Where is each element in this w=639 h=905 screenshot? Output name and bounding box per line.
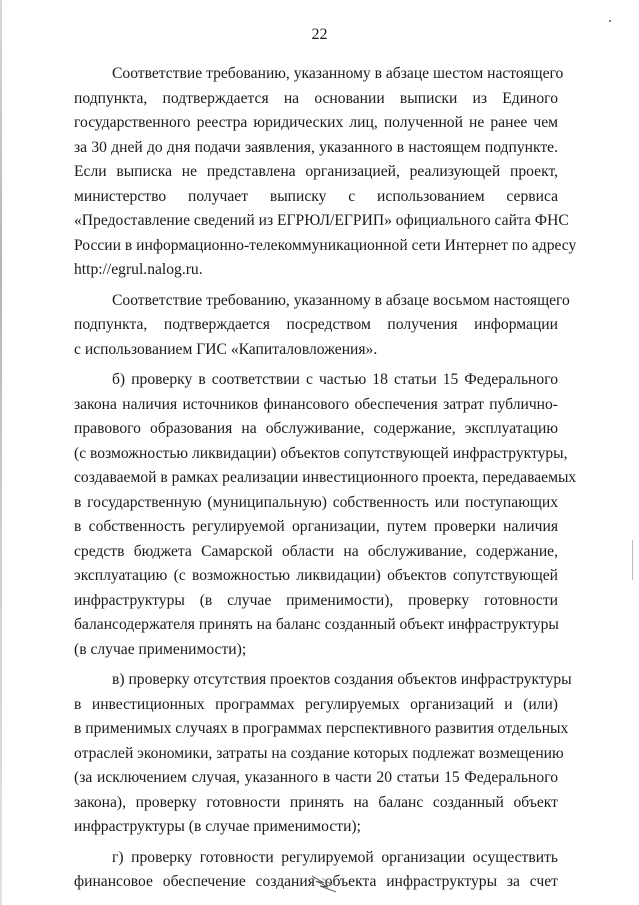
text-line: государственного реестра юридических лиц, полученной не ранее чем bbox=[74, 114, 558, 131]
text-line: в инвестиционных программах регулируемых организаций и (или) bbox=[74, 695, 558, 713]
text-line: закона), проверку готовности принять на баланс созданный объект bbox=[74, 793, 558, 811]
text-line: в собственность регулируемой организации, путем проверки наличия bbox=[74, 518, 558, 535]
paragraph bbox=[74, 368, 577, 662]
text-line: подпункта, подтверждается на основании выписки из Единого bbox=[74, 89, 558, 107]
scan-speck bbox=[609, 20, 611, 22]
text-line: http://egrul.nalog.ru. bbox=[74, 261, 203, 278]
text-line: средств бюджета Самарской области на обслуживание, содержание, bbox=[74, 542, 558, 560]
page-number: 22 bbox=[311, 26, 328, 43]
text-line: в) проверку отсутствия проектов создания объектов инфраструктуры bbox=[112, 671, 572, 688]
text-line: г) проверку готовности регулируемой организации осуществить bbox=[112, 848, 558, 866]
text-line: (за исключением случая, указанного в части 20 статьи 15 Федерального bbox=[74, 769, 558, 786]
paragraph bbox=[74, 289, 570, 363]
text-line: в применимых случаях в программах перспективного развития отдельных bbox=[74, 720, 569, 737]
text-line: в государственную (муниципальную) собственность или поступающих bbox=[74, 493, 558, 511]
text-line: балансодержателя принять на баланс созданный объект инфраструктуры bbox=[74, 616, 559, 633]
text-line: за 30 дней до дня подачи заявления, указанного в настоящем подпункте. bbox=[74, 138, 558, 156]
text-line: финансовое обеспечение создания объекта инфраструктуры за счет bbox=[74, 873, 558, 890]
paragraph bbox=[74, 668, 572, 840]
signature-mark-icon bbox=[310, 872, 340, 894]
text-line: создаваемой в рамках реализации инвестиционного проекта, передаваемых bbox=[74, 469, 577, 486]
text-line: эксплуатацию (с возможностью ликвидации) объектов сопутствующей bbox=[74, 567, 558, 584]
text-line: «Предоставление сведений из ЕГРЮЛ/ЕГРИП» официального сайта ФНС bbox=[74, 212, 569, 229]
text-line: Если выписка не представлена организацией, реализующей проект, bbox=[74, 163, 558, 180]
scan-edge-right bbox=[632, 540, 633, 580]
text-line: (в случае применимости); bbox=[74, 640, 247, 658]
text-line: России в информационно-телекоммуникационной сети Интернет по адресу bbox=[74, 236, 577, 254]
text-line: министерство получает выписку с использованием сервиса bbox=[74, 187, 558, 205]
text-line: б) проверку в соответствии с частью 18 статьи 15 Федерального bbox=[112, 371, 558, 388]
text-line: Соответствие требованию, указанному в абзаце восьмом настоящего bbox=[112, 291, 570, 309]
text-line: отраслей экономики, затраты на создание которых подлежат возмещению bbox=[74, 744, 564, 762]
text-line: подпункта, подтверждается посредством получения информации bbox=[74, 316, 558, 333]
text-line: закона наличия источников финансового обеспечения затрат публично- bbox=[74, 395, 558, 413]
text-line: (с возможностью ликвидации) объектов сопутствующей инфраструктуры, bbox=[74, 444, 568, 462]
text-line: инфраструктуры (в случае применимости), проверку готовности bbox=[74, 591, 558, 609]
text-line: Соответствие требованию, указанному в абзаце шестом настоящего bbox=[112, 65, 564, 82]
document-body bbox=[74, 62, 577, 895]
text-line: инфраструктуры (в случае применимости); bbox=[74, 818, 361, 835]
text-line: с использованием ГИС «Капиталовложения». bbox=[74, 340, 378, 358]
scan-edge-left bbox=[0, 0, 2, 905]
text-line: правового образования на обслуживание, содержание, эксплуатацию bbox=[74, 420, 558, 437]
paragraph bbox=[74, 62, 577, 283]
